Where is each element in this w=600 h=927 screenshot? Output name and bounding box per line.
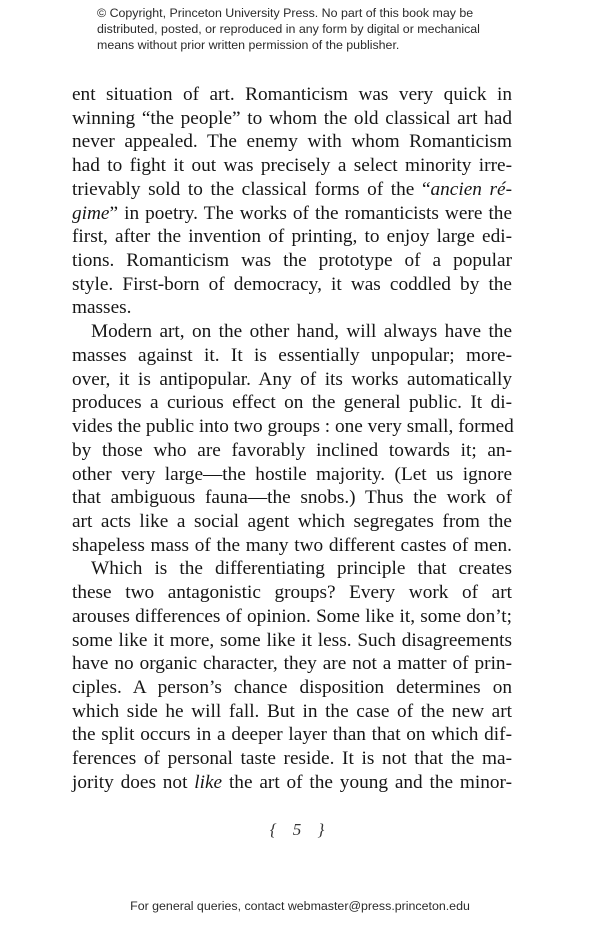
text-line: over, it is antipopular. Any of its works automatically (72, 368, 512, 390)
text-line: first, after the invention of printing, to enjoy large edi- (72, 226, 512, 248)
text-line: vides the public into two groups : one very small, formed (72, 416, 514, 438)
italic-phrase-ancien-regime: ancien ré- (430, 178, 512, 200)
text-line (72, 202, 512, 226)
text-line (72, 178, 512, 202)
text-line: masses against it. It is essentially unpopular; more- (72, 344, 512, 366)
page-number: { 5 } (269, 820, 331, 839)
text-line: some like it more, some like it less. Such disagreements (72, 629, 512, 651)
text-line: ciples. A person’s chance disposition determines on (72, 676, 512, 698)
copyright-line: © Copyright, Princeton University Press. No part of this book may be (97, 6, 474, 20)
text-line: ent situation of art. Romanticism was very quick in (72, 84, 512, 105)
text-line: which side he will fall. But in the case of the new art (72, 700, 512, 722)
text-line: these two antagonistic groups? Every work of art (72, 582, 512, 604)
copyright-line: distributed, posted, or reproduced in any form by digital or mechanical (97, 22, 480, 36)
text-line: style. First-born of democracy, it was coddled by the (72, 273, 512, 295)
italic-phrase-gime: gime (72, 202, 110, 224)
text-line: had to fight it out was precisely a select minority irre- (72, 155, 512, 177)
text-line: by those who are favorably inclined towards it; an- (72, 439, 512, 461)
text-line: other very large—the hostile majority. (Let us ignore (72, 463, 512, 485)
text-line: have no organic character, they are not a matter of prin- (72, 653, 512, 675)
text-line: art acts like a social agent which segregates from the (72, 510, 512, 532)
text-line: winning “the people” to whom the old classical art had (72, 107, 512, 129)
text-line: produces a curious effect on the general public. It di- (72, 392, 512, 414)
text-line: ferences of personal taste reside. It is not that the ma- (72, 748, 512, 770)
copyright-notice (97, 5, 517, 53)
text-line: never appealed. The enemy with whom Romanticism (72, 131, 512, 153)
copyright-line: means without prior written permission of the publisher. (97, 38, 400, 52)
text-line-paragraph-start: Modern art, on the other hand, will always have the (91, 321, 512, 343)
text-run: the art of the young and the minor- (222, 771, 512, 793)
text-line: tions. Romanticism was the prototype of a popular (72, 250, 512, 272)
text-line: arouses differences of opinion. Some like it, some don’t; (72, 605, 512, 627)
text-line: shapeless mass of the many two different castes of men. (72, 534, 512, 556)
text-line: that ambiguous fauna—the snobs.) Thus the work of (72, 487, 512, 509)
text-line: the split occurs in a deeper layer than that on which dif- (72, 724, 512, 746)
text-run: jority does not (72, 771, 195, 793)
text-run: trievably sold to the classical forms of the “ (72, 178, 431, 200)
text-line (72, 771, 512, 795)
page-body-text (72, 83, 512, 795)
text-run: ” in poetry. The works of the romanticists were the (109, 202, 512, 224)
italic-word-like: like (194, 771, 223, 793)
text-line: masses. (72, 297, 132, 319)
footer-contact: For general queries, contact webmaster@press.princeton.edu (130, 899, 470, 913)
text-line-paragraph-start: Which is the differentiating principle that creates (91, 558, 512, 580)
